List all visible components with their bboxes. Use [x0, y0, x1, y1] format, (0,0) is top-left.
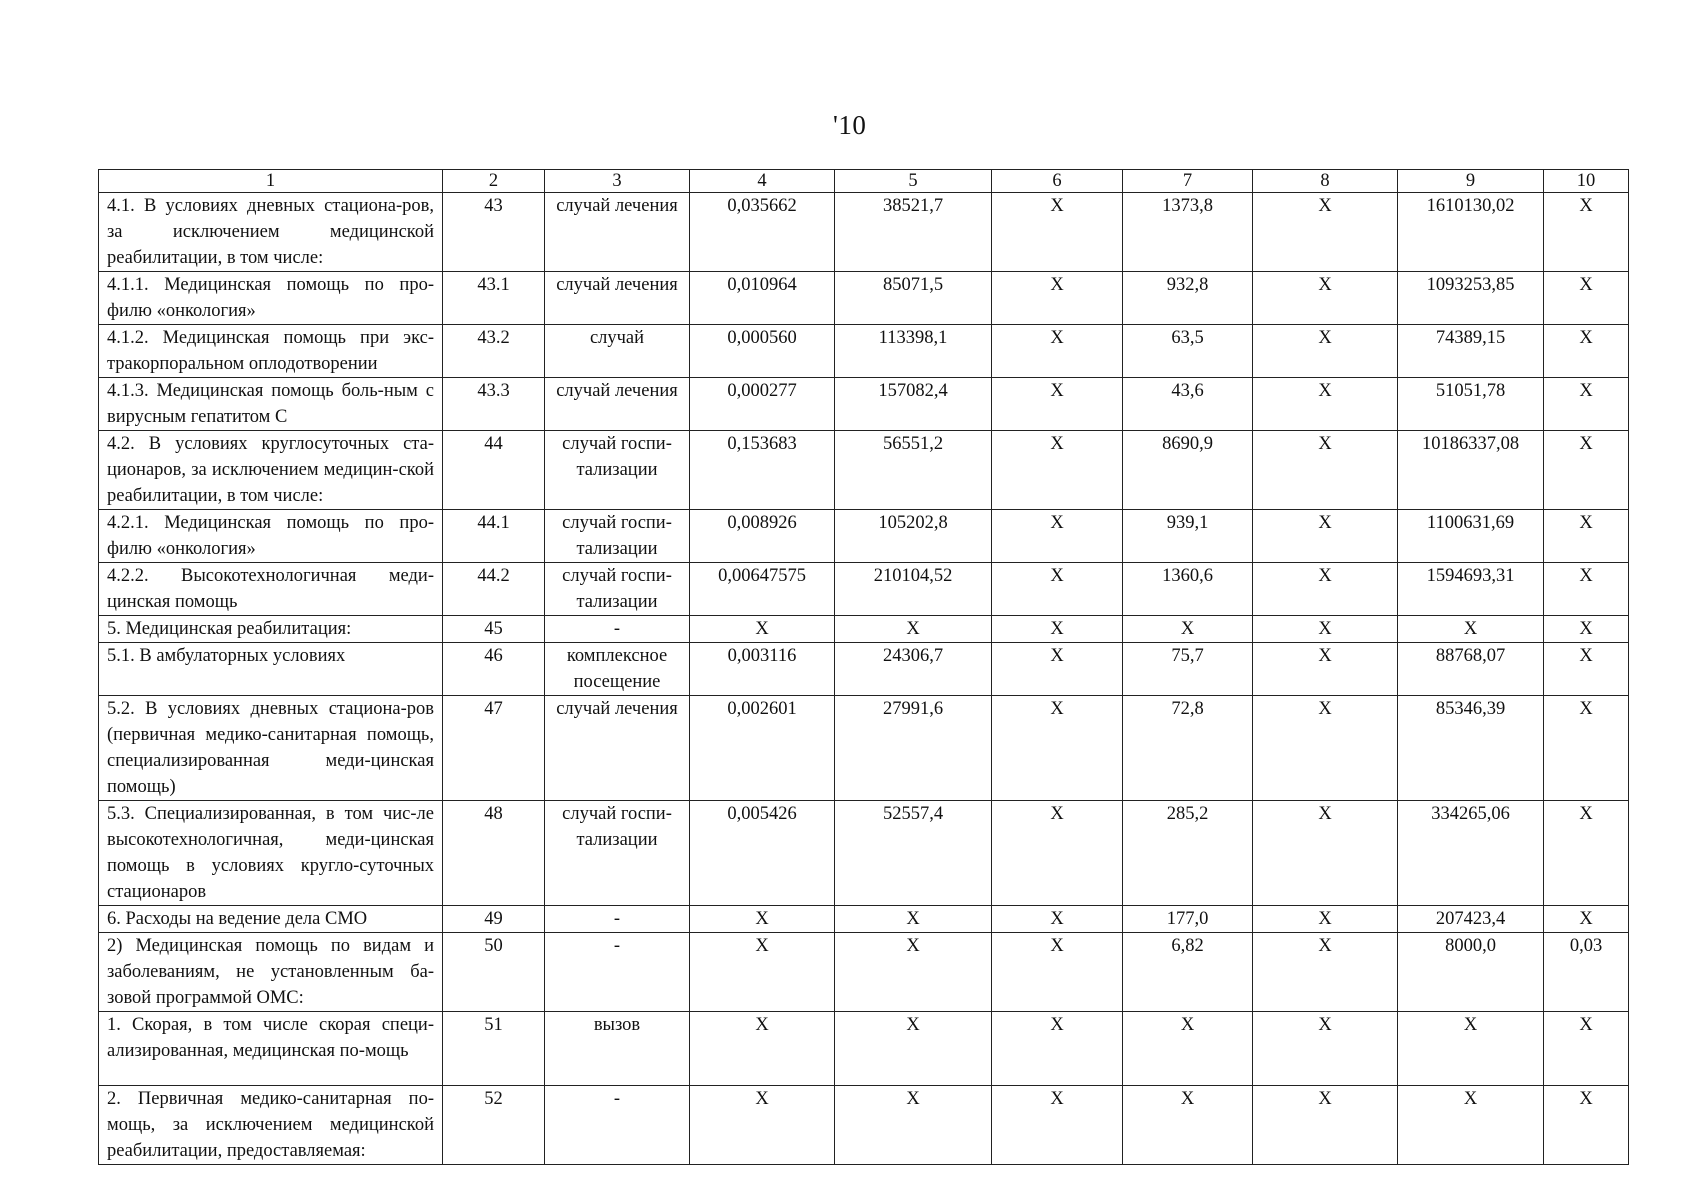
table-cell: X [1544, 616, 1629, 643]
header-cell: 2 [443, 170, 545, 193]
table-cell: X [690, 616, 835, 643]
table-row [99, 933, 1629, 1012]
table-cell: 1093253,85 [1398, 272, 1544, 325]
table-cell: X [992, 906, 1123, 933]
table-cell: X [1544, 1012, 1629, 1086]
table-cell: случай лечения [545, 272, 690, 325]
page-number: '10 [833, 110, 867, 140]
table-cell: 43.1 [443, 272, 545, 325]
table-cell: 210104,52 [835, 563, 992, 616]
table-cell: 44 [443, 431, 545, 510]
table-cell: X [1253, 616, 1398, 643]
table-cell: 43,6 [1123, 378, 1253, 431]
table-cell: X [1253, 696, 1398, 801]
table-cell: X [992, 696, 1123, 801]
table-cell: 177,0 [1123, 906, 1253, 933]
table-row [99, 510, 1629, 563]
table-cell: X [690, 933, 835, 1012]
table-row [99, 193, 1629, 272]
table-row [99, 378, 1629, 431]
table-cell: X [1253, 801, 1398, 906]
table-cell: 44.1 [443, 510, 545, 563]
table-cell: 51 [443, 1012, 545, 1086]
table-cell: X [690, 1012, 835, 1086]
table-cell: случай лечения [545, 378, 690, 431]
row-label-cell: 4.2.2. Высокотехнологичная меди-цинская помощь [99, 563, 443, 616]
table-cell: X [835, 1086, 992, 1165]
table-cell: X [1544, 1086, 1629, 1165]
table-cell: 43.3 [443, 378, 545, 431]
table-cell: 0,153683 [690, 431, 835, 510]
row-label-cell: 4.1.3. Медицинская помощь боль-ным с вирусным гепатитом С [99, 378, 443, 431]
table-cell: X [1253, 431, 1398, 510]
table-cell: X [1544, 378, 1629, 431]
table-cell: комплексное посещение [545, 643, 690, 696]
table-row [99, 643, 1629, 696]
table-cell: X [1544, 193, 1629, 272]
table-cell: случай госпи-тализации [545, 801, 690, 906]
table-cell: 1373,8 [1123, 193, 1253, 272]
table-cell: X [1253, 378, 1398, 431]
table-cell: - [545, 616, 690, 643]
table-cell: 0,03 [1544, 933, 1629, 1012]
header-cell: 9 [1398, 170, 1544, 193]
table-cell: X [1544, 696, 1629, 801]
table-cell: - [545, 1086, 690, 1165]
table-cell: X [992, 431, 1123, 510]
row-label-cell: 4.1.1. Медицинская помощь по про-филю «онкология» [99, 272, 443, 325]
table-cell: 0,008926 [690, 510, 835, 563]
table-cell: 52 [443, 1086, 545, 1165]
table-cell: 0,035662 [690, 193, 835, 272]
row-label-cell: 6. Расходы на ведение дела СМО [99, 906, 443, 933]
table-cell: X [1123, 1012, 1253, 1086]
table-cell: 43.2 [443, 325, 545, 378]
table-cell: 85071,5 [835, 272, 992, 325]
header-cell: 7 [1123, 170, 1253, 193]
table-cell: 27991,6 [835, 696, 992, 801]
table-cell: X [1398, 1086, 1544, 1165]
table-cell: X [690, 1086, 835, 1165]
table-cell: X [1544, 563, 1629, 616]
table-cell: 207423,4 [1398, 906, 1544, 933]
row-label-cell: 2) Медицинская помощь по видам и заболеваниям, не установленным ба-зовой программой ОМС: [99, 933, 443, 1012]
table-cell: X [835, 933, 992, 1012]
table-cell: 105202,8 [835, 510, 992, 563]
table-cell: 46 [443, 643, 545, 696]
table-row [99, 1086, 1629, 1165]
table-cell: 8690,9 [1123, 431, 1253, 510]
table-cell: X [1253, 563, 1398, 616]
table-cell: 45 [443, 616, 545, 643]
header-cell: 6 [992, 170, 1123, 193]
table-cell: 334265,06 [1398, 801, 1544, 906]
table-cell: 63,5 [1123, 325, 1253, 378]
table-cell: X [992, 325, 1123, 378]
table-cell: 50 [443, 933, 545, 1012]
table-cell: X [1544, 801, 1629, 906]
table-cell: 1610130,02 [1398, 193, 1544, 272]
header-cell: 10 [1544, 170, 1629, 193]
row-label-cell: 4.2. В условиях круглосуточных ста-ционаров, за исключением медицин-ской реабилитации, в том числе: [99, 431, 443, 510]
table-cell: 939,1 [1123, 510, 1253, 563]
table-cell: 88768,07 [1398, 643, 1544, 696]
row-label-cell: 5.2. В условиях дневных стациона-ров (первичная медико-санитарная помощь, специализированная меди-цинская помощь) [99, 696, 443, 801]
table-cell: 1594693,31 [1398, 563, 1544, 616]
table-cell: X [1123, 1086, 1253, 1165]
table-cell: случай госпи-тализации [545, 510, 690, 563]
table-cell: X [1253, 1086, 1398, 1165]
table-cell: X [1253, 643, 1398, 696]
table-cell: 24306,7 [835, 643, 992, 696]
table-cell: X [1253, 510, 1398, 563]
table-cell: X [1398, 616, 1544, 643]
table-row [99, 272, 1629, 325]
table-cell: X [1544, 643, 1629, 696]
row-label-cell: 4.1.2. Медицинская помощь при экс-тракорпоральном оплодотворении [99, 325, 443, 378]
table-row [99, 563, 1629, 616]
table-cell: 0,002601 [690, 696, 835, 801]
table-cell: 85346,39 [1398, 696, 1544, 801]
table-cell: - [545, 933, 690, 1012]
table-cell: 0,000277 [690, 378, 835, 431]
table-cell: 0,010964 [690, 272, 835, 325]
row-label-cell: 5.3. Специализированная, в том чис-ле высокотехнологичная, меди-цинская помощь в условиях кругло-суточных стационаров [99, 801, 443, 906]
table-cell: 74389,15 [1398, 325, 1544, 378]
table-cell: X [1253, 906, 1398, 933]
table-cell: 38521,7 [835, 193, 992, 272]
table-cell: X [992, 193, 1123, 272]
table-cell: 75,7 [1123, 643, 1253, 696]
table-cell: X [1253, 1012, 1398, 1086]
table-cell: X [1253, 325, 1398, 378]
table-cell: X [992, 1086, 1123, 1165]
table-cell: X [992, 643, 1123, 696]
row-label-cell: 5. Медицинская реабилитация: [99, 616, 443, 643]
table-cell: X [992, 933, 1123, 1012]
table-cell: 157082,4 [835, 378, 992, 431]
table-row [99, 1012, 1629, 1086]
table-cell: X [1544, 431, 1629, 510]
table-cell: случай [545, 325, 690, 378]
table-cell: X [835, 616, 992, 643]
table-cell: X [1544, 325, 1629, 378]
table-cell: 44.2 [443, 563, 545, 616]
row-label-cell: 4.1. В условиях дневных стациона-ров, за исключением медицинской реабилитации, в том числе: [99, 193, 443, 272]
table-cell: случай лечения [545, 193, 690, 272]
table-cell: X [835, 1012, 992, 1086]
table-cell: случай госпи-тализации [545, 431, 690, 510]
row-label-cell: 2. Первичная медико-санитарная по-мощь, за исключением медицинской реабилитации, предоставляемая: [99, 1086, 443, 1165]
table-cell: 1100631,69 [1398, 510, 1544, 563]
row-label-cell: 1. Скорая, в том числе скорая специ-ализированная, медицинская по-мощь [99, 1012, 443, 1086]
table-cell: X [1253, 272, 1398, 325]
data-table [98, 169, 1629, 1165]
table-cell: 43 [443, 193, 545, 272]
table-cell: X [1253, 933, 1398, 1012]
table-cell: 51051,78 [1398, 378, 1544, 431]
table-cell: X [1544, 510, 1629, 563]
table-cell: X [992, 272, 1123, 325]
table-cell: X [1123, 616, 1253, 643]
table-cell: X [992, 378, 1123, 431]
table-row [99, 801, 1629, 906]
table-row [99, 616, 1629, 643]
table-cell: X [835, 906, 992, 933]
row-label-cell: 5.1. В амбулаторных условиях [99, 643, 443, 696]
table-cell: 0,000560 [690, 325, 835, 378]
table-header-row [99, 170, 1629, 193]
table-row [99, 431, 1629, 510]
table-cell: 8000,0 [1398, 933, 1544, 1012]
table-cell: 56551,2 [835, 431, 992, 510]
row-label-cell: 4.2.1. Медицинская помощь по про-филю «онкология» [99, 510, 443, 563]
table-cell: X [1253, 193, 1398, 272]
table-cell: 1360,6 [1123, 563, 1253, 616]
table-cell: X [992, 801, 1123, 906]
table-cell: 52557,4 [835, 801, 992, 906]
table-cell: 285,2 [1123, 801, 1253, 906]
table-cell: 932,8 [1123, 272, 1253, 325]
table-cell: X [992, 616, 1123, 643]
header-cell: 4 [690, 170, 835, 193]
table-cell: X [690, 906, 835, 933]
header-cell: 1 [99, 170, 443, 193]
table-cell: 49 [443, 906, 545, 933]
header-cell: 5 [835, 170, 992, 193]
table-cell: - [545, 906, 690, 933]
table-cell: X [1544, 272, 1629, 325]
table-row [99, 325, 1629, 378]
table-cell: 0,003116 [690, 643, 835, 696]
table-cell: случай госпи-тализации [545, 563, 690, 616]
table-cell: X [992, 1012, 1123, 1086]
header-cell: 3 [545, 170, 690, 193]
table-cell: вызов [545, 1012, 690, 1086]
table-cell: 6,82 [1123, 933, 1253, 1012]
table-cell: 113398,1 [835, 325, 992, 378]
table-cell: X [992, 510, 1123, 563]
table-cell: 10186337,08 [1398, 431, 1544, 510]
header-cell: 8 [1253, 170, 1398, 193]
table-row [99, 906, 1629, 933]
table-cell: X [1544, 906, 1629, 933]
table-cell: 47 [443, 696, 545, 801]
table-cell: случай лечения [545, 696, 690, 801]
table-cell: 0,005426 [690, 801, 835, 906]
table-cell: 48 [443, 801, 545, 906]
table-cell: X [992, 563, 1123, 616]
table-cell: 0,00647575 [690, 563, 835, 616]
table-cell: X [1398, 1012, 1544, 1086]
table-row [99, 696, 1629, 801]
table-cell: 72,8 [1123, 696, 1253, 801]
